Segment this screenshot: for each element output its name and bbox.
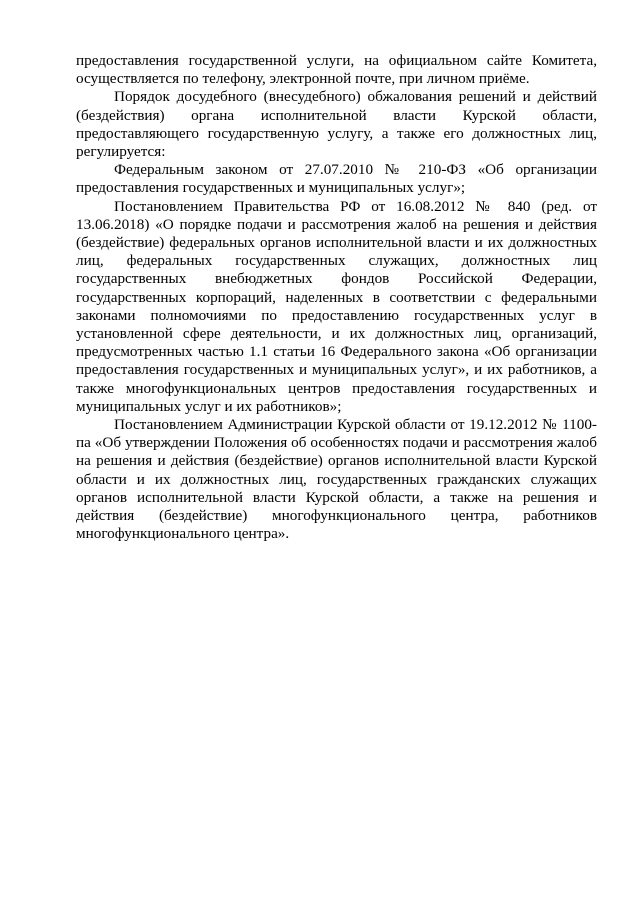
- paragraph-government-decree-840: Постановлением Правительства РФ от 16.08.2012 № 840 (ред. от 13.06.2018) «О порядке подачи и рассмотрения жалоб на решения и действия (бездействие) федеральных органов исполнительной власти и их должностных лиц, федеральных государственных служащих, должностных лиц государственных внебюджетных фондов Российской Федерации, государственных корпораций, наделенных в соответствии с федеральными законами полномочиями по предоставлению государственных услуг в установленной сфере деятельности, и их должностных лиц, организаций, предусмотренных частью 1.1 статьи 16 Федерального закона «Об организации предоставления государственных и муниципальных услуг», и их работников, а также многофункциональных центров предоставления государственных и муниципальных услуг и их работников»;: [76, 197, 597, 415]
- paragraph-federal-law-210: Федеральным законом от 27.07.2010 № 210-ФЗ «Об организации предоставления государственных и муниципальных услуг»;: [76, 161, 597, 197]
- paragraph-kursk-decree-1100: Постановлением Администрации Курской области от 19.12.2012 № 1100-па «Об утверждении Положения об особенностях подачи и рассмотрения жалоб на решения и действия (бездействие) органов исполнительной власти Курской области и их должностных лиц, государственных гражданских служащих органов исполнительной власти Курской области, а также на решения и действия (бездействие) многофункционального центра, работников многофункционального центра».: [76, 416, 597, 543]
- paragraph-service-contacts: предоставления государственной услуги, на официальном сайте Комитета, осуществляется по телефону, электронной почте, при личном приёме.: [76, 52, 597, 88]
- document-body: [76, 52, 597, 543]
- paragraph-appeal-procedure: Порядок досудебного (внесудебного) обжалования решений и действий (бездействия) органа исполнительной власти Курской области, предоставляющего государственную услугу, а также его должностных лиц, регулируется:: [76, 88, 597, 161]
